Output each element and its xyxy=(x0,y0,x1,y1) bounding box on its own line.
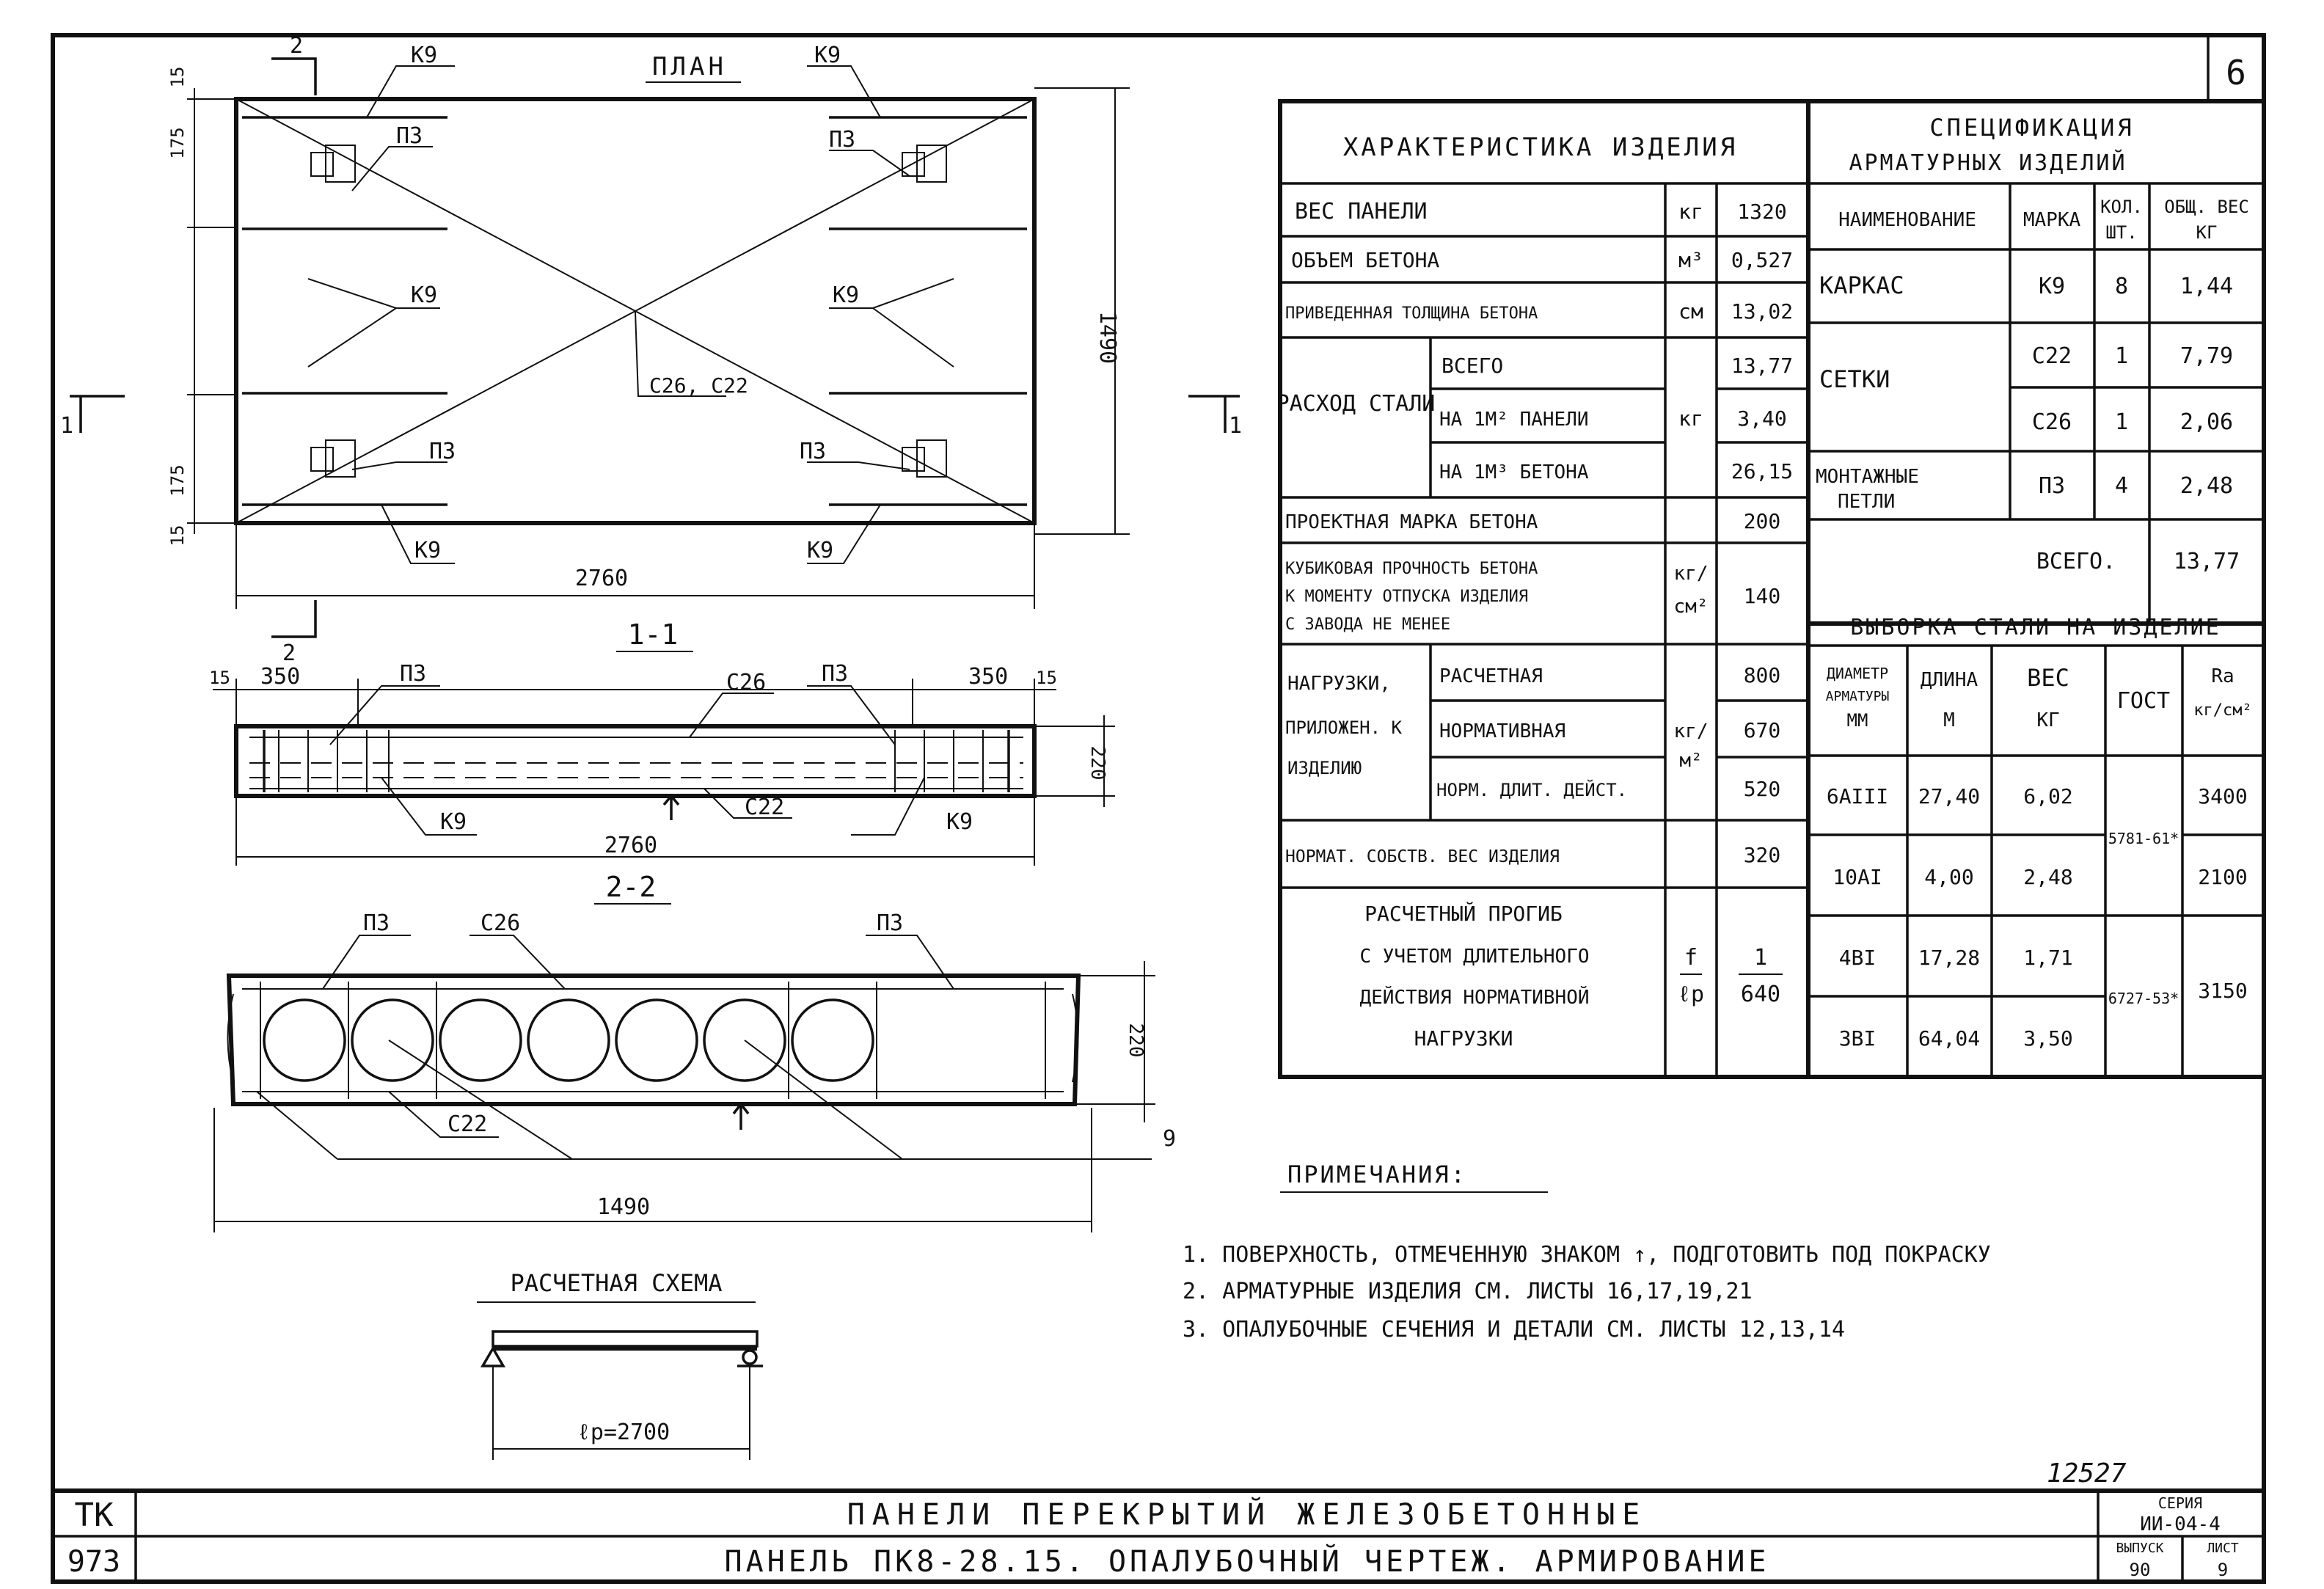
selection-ra: 3150 xyxy=(2198,979,2248,1003)
deflection-line: ДЕЙСТВИЯ НОРМАТИВНОЙ xyxy=(1359,987,1590,1009)
spec-header-name: НАИМЕНОВАНИЕ xyxy=(1838,209,1976,231)
dim-15: 15 xyxy=(209,668,230,688)
section-title: 2-2 xyxy=(605,871,657,903)
cube-unit: кг/ xyxy=(1673,563,1709,585)
cut-label-1: 1 xyxy=(60,413,74,439)
cut-label-1: 1 xyxy=(1229,413,1243,439)
leader xyxy=(323,935,411,989)
issue-label: ВЫПУСК xyxy=(2116,1541,2164,1556)
sheet-label: ЛИСТ xyxy=(2207,1541,2239,1556)
cube-line: С ЗАВОДА НЕ МЕНЕЕ xyxy=(1285,615,1451,634)
selection-length: 64,04 xyxy=(1918,1026,1981,1051)
selection-header: КГ xyxy=(2036,709,2060,731)
deflection-line: РАСЧЕТНЫЙ ПРОГИБ xyxy=(1364,902,1563,926)
plan-title: ПЛАН xyxy=(652,52,727,81)
loads-sub-label: НОРМ. ДЛИТ. ДЕЙСТ. xyxy=(1436,780,1628,800)
selection-diameter: 10AI xyxy=(1832,865,1882,889)
sheet-frame xyxy=(53,35,2264,1582)
note-item: 2. АРМАТУРНЫЕ ИЗДЕЛИЯ СМ. ЛИСТЫ 16,17,19,21 xyxy=(1183,1279,1753,1304)
label-p3: П3 xyxy=(829,127,856,153)
char-unit: см xyxy=(1678,299,1703,324)
steel-sub-value: 3,40 xyxy=(1737,406,1787,431)
spec-mark: С22 xyxy=(2031,343,2072,369)
selection-diameter: 3BI xyxy=(1838,1026,1877,1051)
cube-line: КУБИКОВАЯ ПРОЧНОСТЬ БЕТОНА xyxy=(1285,560,1538,578)
title-block xyxy=(53,1458,2264,1582)
leader xyxy=(807,686,895,745)
selection-header: ММ xyxy=(1846,710,1868,731)
loads-sub-value: 520 xyxy=(1743,777,1781,801)
char-value: 13,02 xyxy=(1731,299,1794,324)
section-2-2 xyxy=(214,871,1176,1232)
selection-weight: 3,50 xyxy=(2023,1026,2073,1051)
spec-mark: К9 xyxy=(2038,274,2066,299)
hollow-core xyxy=(264,1000,345,1081)
dim-height: 220 xyxy=(1125,1023,1147,1058)
loads-sub-label: РАСЧЕТНАЯ xyxy=(1439,665,1543,687)
handwritten-number: 12527 xyxy=(2047,1458,2127,1488)
steel-label: РАСХОД СТАЛИ xyxy=(1276,391,1436,417)
steel-sub-label: НА 1М² ПАНЕЛИ xyxy=(1439,409,1589,431)
hollow-core xyxy=(792,1000,873,1081)
leader xyxy=(866,935,954,989)
label-c26: С26 xyxy=(480,910,521,936)
spec-qty: 4 xyxy=(2114,473,2129,499)
sheet-value: 9 xyxy=(2217,1560,2229,1580)
steel-selection-table xyxy=(1808,615,2264,1077)
selection-gost: 6727-53* xyxy=(2108,990,2179,1007)
label-p3: П3 xyxy=(822,661,849,687)
grade-value: 200 xyxy=(1743,509,1781,533)
selection-weight: 1,71 xyxy=(2023,946,2073,970)
leader xyxy=(257,1092,337,1159)
cube-line: К МОМЕНТУ ОТПУСКА ИЗДЕЛИЯ xyxy=(1285,588,1529,606)
note-item: 3. ОПАЛУБОЧНЫЕ СЕЧЕНИЯ И ДЕТАЛИ СМ. ЛИСТЫ 12,13,14 xyxy=(1183,1317,1846,1343)
hollow-core xyxy=(352,1000,433,1081)
leader xyxy=(745,1040,902,1159)
characteristics-table xyxy=(1276,101,1808,1077)
dim-15: 15 xyxy=(1036,668,1057,688)
spec-mark: П3 xyxy=(2038,473,2066,499)
dim-175: 175 xyxy=(167,464,188,497)
label-k9: К9 xyxy=(411,43,438,68)
selection-header: М xyxy=(1943,709,1955,731)
scheme-title: РАСЧЕТНАЯ СХЕМА xyxy=(510,1269,723,1297)
loads-sub-value: 670 xyxy=(1743,718,1781,742)
spec-name: СЕТКИ xyxy=(1819,365,1890,393)
leader xyxy=(807,66,880,117)
label-p3: П3 xyxy=(877,910,904,936)
selection-header: кг/см² xyxy=(2193,701,2252,720)
leader xyxy=(873,308,954,367)
grade-label: ПРОЕКТНАЯ МАРКА БЕТОНА xyxy=(1285,511,1538,533)
loads-label: НАГРУЗКИ, xyxy=(1287,673,1391,695)
spec-qty: 1 xyxy=(2114,409,2129,435)
lifting-loop-p3 xyxy=(311,153,333,176)
label-k9: К9 xyxy=(814,43,841,68)
deflection-line: С УЧЕТОМ ДЛИТЕЛЬНОГО xyxy=(1359,946,1590,968)
label-c22: С22 xyxy=(447,1111,488,1137)
selection-header: АРМАТУРЫ xyxy=(1825,689,1890,704)
label-p3: П3 xyxy=(396,123,423,149)
own-weight-label: НОРМАТ. СОБСТВ. ВЕС ИЗДЕЛИЯ xyxy=(1285,847,1560,866)
design-scheme xyxy=(477,1269,763,1460)
label-p3: П3 xyxy=(400,661,427,687)
dim-width: 1490 xyxy=(596,1194,651,1220)
title-row-2: ПАНЕЛЬ ПК8-28.15. ОПАЛУБОЧНЫЙ ЧЕРТЕЖ. АРМИРОВАНИЕ xyxy=(724,1545,1770,1579)
loads-unit: м² xyxy=(1679,750,1703,772)
dim-15: 15 xyxy=(167,525,188,547)
note-item: 1. ПОВЕРХНОСТЬ, ОТМЕЧЕННУЮ ЗНАКОМ ↑, ПОДГОТОВИТЬ ПОД ПОКРАСКУ xyxy=(1183,1242,1991,1268)
spec-total-label: ВСЕГО. xyxy=(2036,549,2116,574)
selection-header: Ra xyxy=(2211,665,2235,687)
spec-weight: 1,44 xyxy=(2179,274,2234,299)
span-label: ℓp=2700 xyxy=(577,1420,670,1445)
spec-name: ПЕТЛИ xyxy=(1838,491,1896,513)
selection-diameter: 6AIII xyxy=(1826,784,1889,808)
cube-value: 140 xyxy=(1743,584,1781,608)
notes xyxy=(1183,1161,1991,1343)
dim-width: 1490 xyxy=(1095,310,1120,365)
loads-sub-label: НОРМАТИВНАЯ xyxy=(1439,720,1566,742)
cut-mark-2 xyxy=(271,600,315,637)
specification-table xyxy=(1808,101,2264,624)
steel-sub-label: НА 1М³ БЕТОНА xyxy=(1439,461,1589,483)
spec-total-value: 13,77 xyxy=(2173,549,2240,574)
doc-code: 973 xyxy=(67,1545,121,1579)
label-c26: С26 xyxy=(726,670,767,695)
leader xyxy=(367,66,455,117)
selection-weight: 2,48 xyxy=(2023,865,2073,889)
section-1-1 xyxy=(209,618,1115,866)
steel-sub-label: ВСЕГО xyxy=(1441,354,1504,378)
spec-header-weight: КГ xyxy=(2196,222,2218,243)
spec-header-weight: ОБЩ. ВЕС xyxy=(2164,197,2249,217)
selection-header: ГОСТ xyxy=(2116,688,2171,714)
dim-15: 15 xyxy=(167,66,188,88)
deflection-line: НАГРУЗКИ xyxy=(1414,1026,1513,1051)
char-unit: м³ xyxy=(1678,248,1703,272)
label-c22: С22 xyxy=(745,794,785,820)
dim-length: 2760 xyxy=(574,566,629,591)
deflection-unit: ℓp xyxy=(1677,982,1705,1007)
dim-height: 220 xyxy=(1086,745,1108,781)
selection-header: ДЛИНА xyxy=(1920,669,1978,691)
label-p3: П3 xyxy=(363,910,390,936)
plan-view xyxy=(60,33,1242,666)
spec-mark: С26 xyxy=(2031,409,2072,435)
label-k9: К9 xyxy=(440,809,467,835)
spec-weight: 7,79 xyxy=(2179,343,2234,369)
selection-diameter: 4BI xyxy=(1838,946,1877,970)
selection-title: ВЫБОРКА СТАЛИ НА ИЗДЕЛИЕ xyxy=(1850,615,2221,640)
loads-label: ИЗДЕЛИЮ xyxy=(1287,758,1362,778)
selection-length: 4,00 xyxy=(1924,865,1974,889)
char-value: 0,527 xyxy=(1731,248,1794,272)
steel-unit: кг xyxy=(1678,406,1703,431)
char-label: ОБЪЕМ БЕТОНА xyxy=(1291,248,1440,272)
cut-mark-2 xyxy=(271,59,315,95)
own-weight-value: 320 xyxy=(1743,843,1781,867)
selection-ra: 2100 xyxy=(2198,865,2248,889)
selection-length: 17,28 xyxy=(1918,946,1981,970)
label-k9: К9 xyxy=(414,538,442,563)
label-p3: П3 xyxy=(429,439,456,464)
lifting-loop-p3 xyxy=(311,448,333,471)
cut-label-2: 2 xyxy=(282,640,296,666)
spec-weight: 2,06 xyxy=(2179,409,2234,435)
section-title: 1-1 xyxy=(627,618,679,651)
sheet-number: 6 xyxy=(2226,53,2246,92)
char-title: ХАРАКТЕРИСТИКА ИЗДЕЛИЯ xyxy=(1342,133,1739,162)
spec-header-mark: МАРКА xyxy=(2022,209,2081,231)
spec-name: МОНТАЖНЫЕ xyxy=(1816,466,1919,488)
leader xyxy=(389,1040,572,1159)
section-outline xyxy=(229,976,1078,1104)
deflection-value: 640 xyxy=(1740,982,1781,1007)
spec-title: АРМАТУРНЫХ ИЗДЕЛИЙ xyxy=(1849,150,2127,176)
spec-title: СПЕЦИФИКАЦИЯ xyxy=(1929,114,2135,142)
selection-header: ДИАМЕТР xyxy=(1826,665,1889,682)
loads-unit: кг/ xyxy=(1673,720,1709,742)
dim-length: 2760 xyxy=(604,833,658,858)
spec-qty: 1 xyxy=(2114,343,2129,369)
spec-weight: 2,48 xyxy=(2179,473,2234,499)
label-c26-c22: С26, С22 xyxy=(649,373,748,398)
cut-label-2: 2 xyxy=(290,33,304,59)
char-label: ВЕС ПАНЕЛИ xyxy=(1295,199,1428,224)
leader xyxy=(469,935,565,989)
cube-unit: см² xyxy=(1673,596,1709,618)
dim-175: 175 xyxy=(167,127,188,159)
series-value: ИИ-04-4 xyxy=(2140,1513,2221,1535)
label-k9: К9 xyxy=(411,282,438,308)
hollow-core xyxy=(440,1000,521,1081)
leader xyxy=(690,693,774,737)
spec-header-qty: ШТ. xyxy=(2105,222,2138,243)
steel-sub-value: 13,77 xyxy=(1731,354,1794,378)
label-p3: П3 xyxy=(800,439,827,464)
pin-support xyxy=(483,1348,503,1366)
dim-350: 350 xyxy=(968,664,1009,690)
issue-value: 90 xyxy=(2129,1560,2151,1580)
spec-header-qty: КОЛ. xyxy=(2100,197,2143,217)
label-k9: К9 xyxy=(833,282,860,308)
roller-support xyxy=(743,1351,756,1364)
series-label: СЕРИЯ xyxy=(2157,1494,2203,1512)
selection-gost: 5781-61* xyxy=(2108,830,2179,847)
loads-sub-value: 800 xyxy=(1743,663,1781,687)
hollow-core xyxy=(528,1000,609,1081)
leader xyxy=(308,308,396,367)
loads-label: ПРИЛОЖЕН. К xyxy=(1285,717,1402,738)
char-unit: кг xyxy=(1678,200,1703,224)
selection-weight: 6,02 xyxy=(2023,784,2073,808)
deflection-value: 1 xyxy=(1753,945,1768,971)
label-k9: К9 xyxy=(946,809,973,835)
steel-sub-value: 26,15 xyxy=(1731,459,1794,483)
hollow-core xyxy=(616,1000,697,1081)
char-value: 1320 xyxy=(1737,200,1787,224)
dim-9: 9 xyxy=(1163,1126,1177,1152)
deflection-unit: f xyxy=(1684,945,1698,971)
title-row-1: ПАНЕЛИ ПЕРЕКРЫТИЙ ЖЕЛЕЗОБЕТОННЫЕ xyxy=(847,1498,1648,1532)
leader xyxy=(330,686,440,745)
leader xyxy=(352,147,433,191)
dim-350: 350 xyxy=(260,664,301,690)
notes-title: ПРИМЕЧАНИЯ: xyxy=(1287,1161,1467,1188)
selection-header: ВЕС xyxy=(2027,664,2069,692)
char-label: ПРИВЕДЕННАЯ ТОЛЩИНА БЕТОНА xyxy=(1285,304,1538,323)
label-k9: К9 xyxy=(807,538,834,563)
spec-qty: 8 xyxy=(2114,274,2129,299)
leader xyxy=(851,778,924,835)
spec-name: КАРКАС xyxy=(1819,271,1904,299)
selection-length: 27,40 xyxy=(1918,784,1981,808)
selection-ra: 3400 xyxy=(2198,784,2248,808)
org-code: ТК xyxy=(74,1497,114,1534)
distributed-load xyxy=(493,1332,757,1346)
